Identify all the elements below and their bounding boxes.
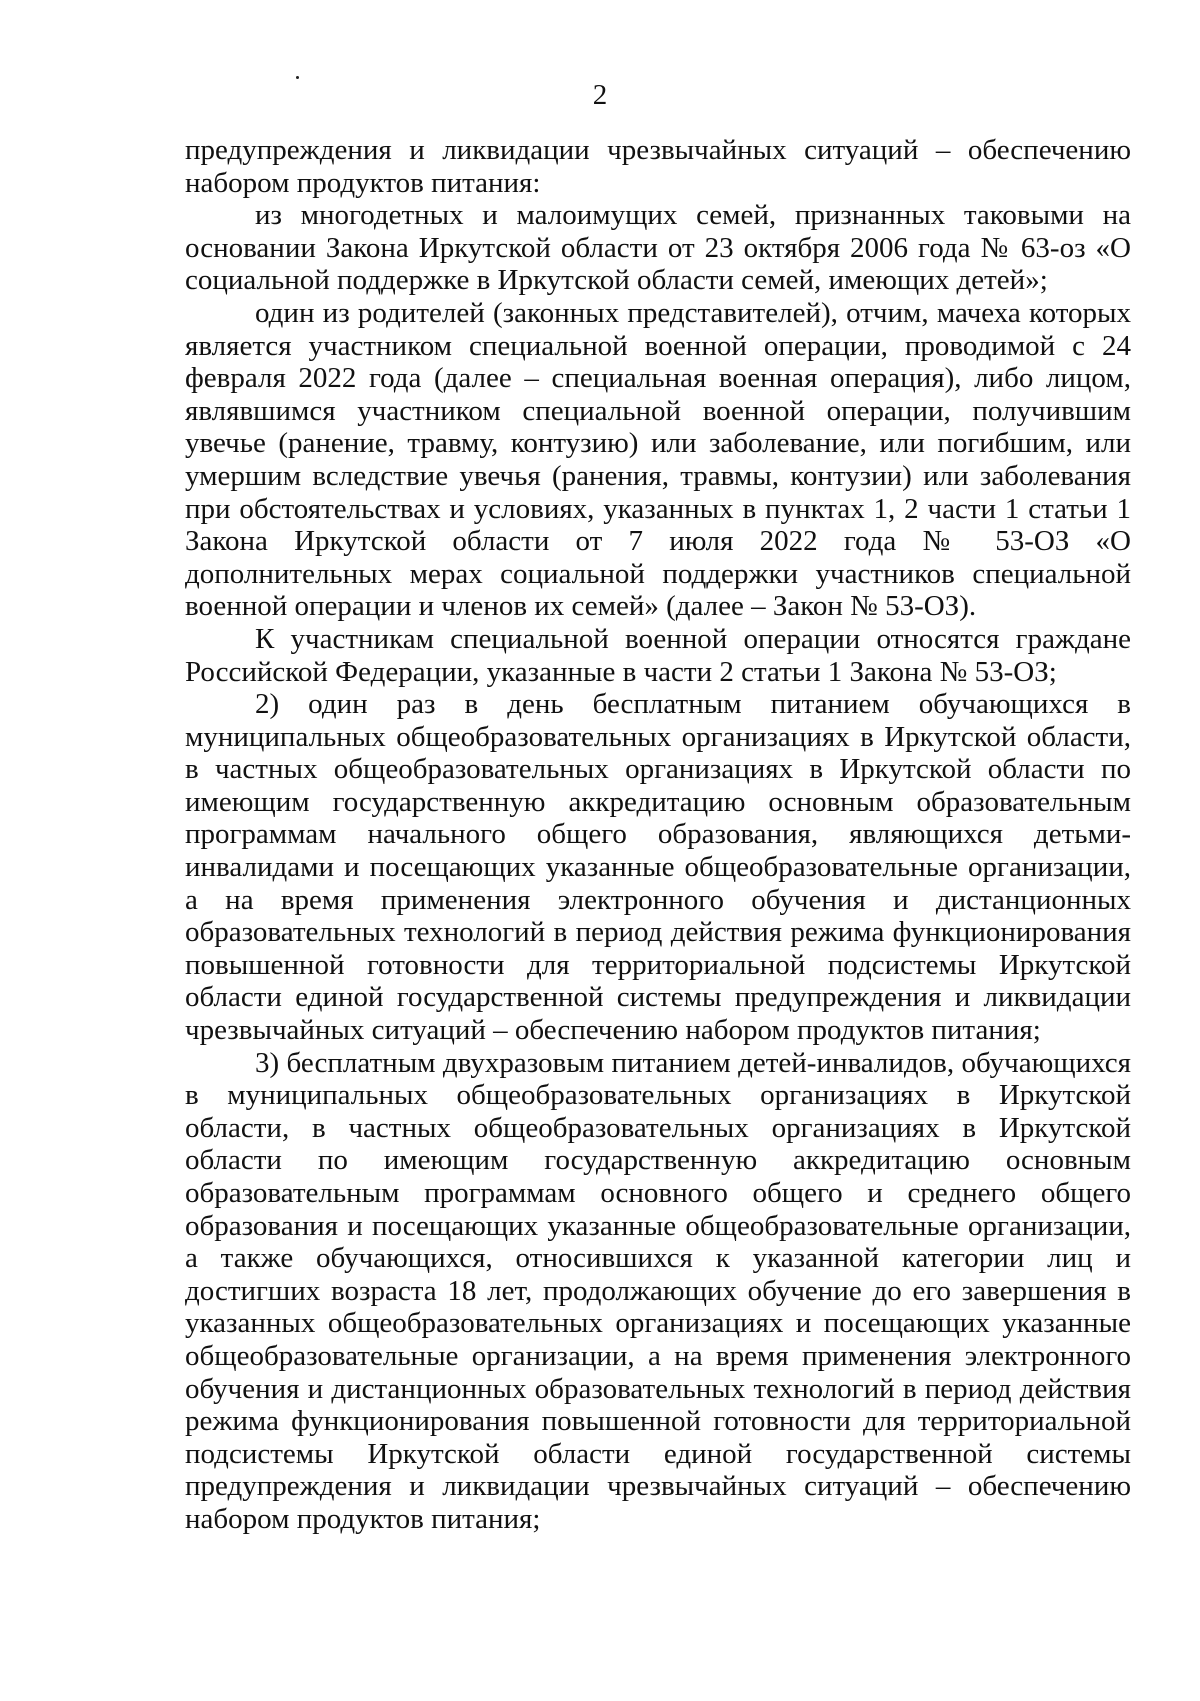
paragraph-4: К участникам специальной военной операции относятся граждане Российской Федерации, указанные в части 2 статьи 1 Закона № 53-ОЗ; [185,622,1131,688]
paragraph-6: 3) бесплатным двухразовым питанием детей-инвалидов, обучающихся в муниципальных общеобразовательных организациях в Иркутской области, в частных общеобразовательных организациях в Иркутской области по имеющим государственную аккредитацию основным образовательным программам основного общего и среднего общего образования и посещающих указанные общеобразовательные организации, а также обучающихся, относившихся к указанной категории лиц и достигших возраста 18 лет, продолжающих обучение до его завершения в указанных общеобразовательных организациях и посещающих указанные общеобразовательные организации, а на время применения электронного обучения и дистанционных образовательных технологий в период действия режима функционирования повышенной готовности для территориальной подсистемы Иркутской области единой государственной системы предупреждения и ликвидации чрезвычайных ситуаций – обеспечению набором продуктов питания; [185,1046,1131,1535]
paragraph-5: 2) один раз в день бесплатным питанием обучающихся в муниципальных общеобразовательных организациях в Иркутской области, в частных общеобразовательных организациях в Иркутской области по имеющим государственную аккредитацию основным образовательным программам начального общего образования, являющихся детьми-инвалидами и посещающих указанные общеобразовательные организации, а на время применения электронного обучения и дистанционных образовательных технологий в период действия режима функционирования повышенной готовности для территориальной подсистемы Иркутской области единой государственной системы предупреждения и ликвидации чрезвычайных ситуаций – обеспечению набором продуктов питания; [185,688,1131,1047]
page-number: 2 [592,79,608,111]
paragraph-1: предупреждения и ликвидации чрезвычайных ситуаций – обеспечению набором продуктов питания: [185,134,1131,199]
paragraph-2: из многодетных и малоимущих семей, признанных таковыми на основании Закона Иркутской области от 23 октября 2006 года № 63-оз «О социальной поддержке в Иркутской области семей, имеющих детей»; [185,199,1131,297]
document-body [185,134,1131,1536]
paragraph-3: один из родителей (законных представителей), отчим, мачеха которых является участником специальной военной операции, проводимой с 24 февраля 2022 года (далее – специальная военная операция), либо лицом, являвшимся участником специальной военной операции, получившим увечье (ранение, травму, контузию) или заболевание, или погибшим, или умершим вследствие увечья (ранения, травмы, контузии) или заболевания при обстоятельствах и условиях, указанных в пунктах 1, 2 части 1 статьи 1 Закона Иркутской области от 7 июля 2022 года № 53-ОЗ «О дополнительных мерах социальной поддержки участников специальной военной операции и членов их семей» (далее – Закон № 53-ОЗ). [185,296,1131,623]
